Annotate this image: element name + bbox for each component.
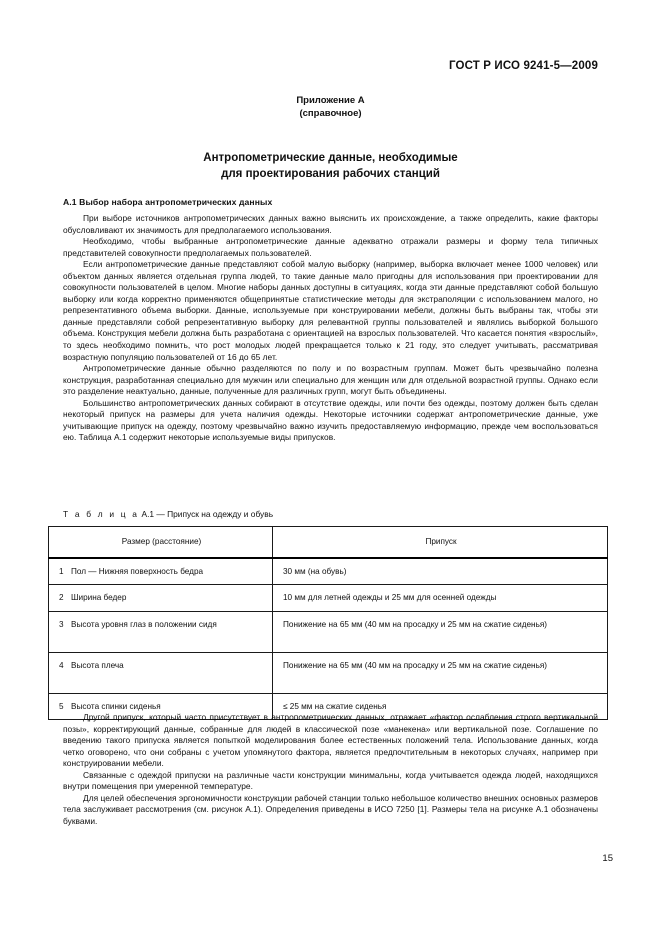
table-caption-word: Т а б л и ц а	[63, 509, 140, 519]
row-number: 1	[59, 567, 64, 577]
paragraph: Если антропометрические данные представляют собой малую выборку (например, выборка включает менее 1000 человек) или объектом данных является отдельная группа людей, то такие данные мало пригодны для использования при проектировании для совокупности пользователей в целом. Многие наборы данных доступны в ситуациях, когда эти данные представляют собой большую выборку или когда корректно применяются общепринятые статистические методы для экстраполяции с использованием малого, но репрезентативного объема выборки. Данные, используемые при конструировании мебели, должны быть выбраны так, чтобы эти данные представляли собой репрезентативную выборку для релевантной группы пользователей и являлись выборкой большого объема. Конструкция мебели должна быть разработана с ориентацией на взрослых пользователей. Что касается понятия «взрослый», то здесь необходимо помнить, что рост молодых людей прекращается только к 21 году, это следует учитывать, рассматривая возрастную популяцию пользователей от 16 до 65 лет.	[63, 259, 598, 362]
cell-allowance: Понижение на 65 мм (40 мм на просадку и 25 мм на сжатие сиденья)	[273, 652, 608, 693]
cell-size	[49, 652, 273, 693]
cell-size	[49, 558, 273, 585]
cell-allowance: 30 мм (на обувь)	[273, 558, 608, 585]
cell-allowance: Понижение на 65 мм (40 мм на просадку и 25 мм на сжатие сиденья)	[273, 611, 608, 652]
cell-allowance: 10 мм для летней одежды и 25 мм для осенней одежды	[273, 585, 608, 611]
paragraph: Большинство антропометрических данных собирают в отсутствие одежды, или почти без одежды, поэтому должен быть сделан некоторый припуск на размеры для учета наличия одежды. Некоторые источники содержат антропометрические данные, уже учитывающие припуск на одежду, поэтому чрезвычайно важно изучить предоставляемую информацию, прежде чем воспользоваться ею. Таблица А.1 содержит некоторые используемые виды припусков.	[63, 397, 598, 443]
cell-allowance: ≤ 25 мм на сжатие сиденья	[273, 693, 608, 719]
table-caption-rest: А.1 — Припуск на одежду и обувь	[141, 509, 274, 519]
row-size-label: Пол — Нижняя поверхность бедра	[71, 567, 204, 577]
row-size-label: Высота спинки сиденья	[71, 701, 161, 711]
table-row	[49, 611, 608, 652]
annex-kind: (справочное)	[299, 107, 362, 119]
row-size-label: Ширина бедер	[71, 593, 127, 603]
row-size-label: Высота плеча	[71, 660, 124, 670]
row-number: 2	[59, 593, 64, 603]
table-row	[49, 558, 608, 585]
row-number: 4	[59, 660, 64, 670]
annex-heading-block	[0, 95, 661, 120]
page-title	[0, 150, 661, 182]
row-number: 3	[59, 619, 64, 629]
clothing-allowance-table	[48, 526, 608, 720]
table-row	[49, 652, 608, 693]
page-title-line-1: Антропометрические данные, необходимые	[203, 152, 458, 164]
section-heading-a1: А.1 Выбор набора антропометрических данных	[63, 197, 273, 207]
paragraph: Другой припуск, который часто присутствует в антропометрических данных, отражает «фактор ослабления строго вертикальной позы», корректирующий данные, собранные для людей в классической позе «манекена» или вертикальной позе. Соглашение по введению такого припуска является попыткой моделирования более естественных положений тела. Использование данных, когда четко оговорено, что они собраны с учетом упомянутого фактора, является предпочтительным в некоторых случаях, например при конструировании мебели.	[63, 712, 598, 769]
table-header-row	[49, 527, 608, 559]
section-a1-body	[63, 197, 598, 444]
annex-label: Приложение А	[296, 95, 365, 106]
table-row	[49, 585, 608, 611]
paragraph: Связанные с одеждой припуски на различные части конструкции минимальны, когда учитывается одежда людей, находящихся внутри помещения при умеренной температуре.	[63, 769, 598, 792]
cell-size	[49, 611, 273, 652]
column-header-allowance: Припуск	[273, 527, 608, 559]
paragraph: Необходимо, чтобы выбранные антропометрические данные адекватно отражали размеры и форму тела типичных представителей совокупности предполагаемых пользователей.	[63, 236, 598, 258]
paragraph: При выборе источников антропометрических данных важно выяснить их происхождение, а также определить, какие факторы обусловливают их значимость для предполагаемого использования.	[63, 213, 598, 235]
standard-reference-header: ГОСТ Р ИСО 9241-5—2009	[448, 60, 598, 72]
paragraph: Антропометрические данные обычно разделяются по полу и по возрастным группам. Может быть чрезвычайно полезна конструкция, разработанная специально для мужчин или специально для женщин или для отдельной возрастной группы. Однако если это разделение неактуально, данные, полученные для различных групп, могут быть объединены.	[63, 363, 598, 397]
section-a1-body-continued	[63, 712, 598, 827]
row-size-label: Высота уровня глаз в положении сидя	[71, 619, 217, 629]
row-number: 5	[59, 701, 64, 711]
column-header-size: Размер (расстояние)	[49, 527, 273, 559]
paragraph: Для целей обеспечения эргономичности конструкции рабочей станции только небольшое количество внешних основных размеров тела заслуживает рассмотрения (см. рисунок А.1). Определения приведены в ИСО 7250 [1]. Размеры тела на рисунке А.1 обозначены буквами.	[63, 792, 598, 826]
table-caption	[63, 509, 273, 519]
page-title-line-2: для проектирования рабочих станций	[221, 168, 440, 180]
cell-size	[49, 585, 273, 611]
page-number: 15	[602, 853, 613, 864]
